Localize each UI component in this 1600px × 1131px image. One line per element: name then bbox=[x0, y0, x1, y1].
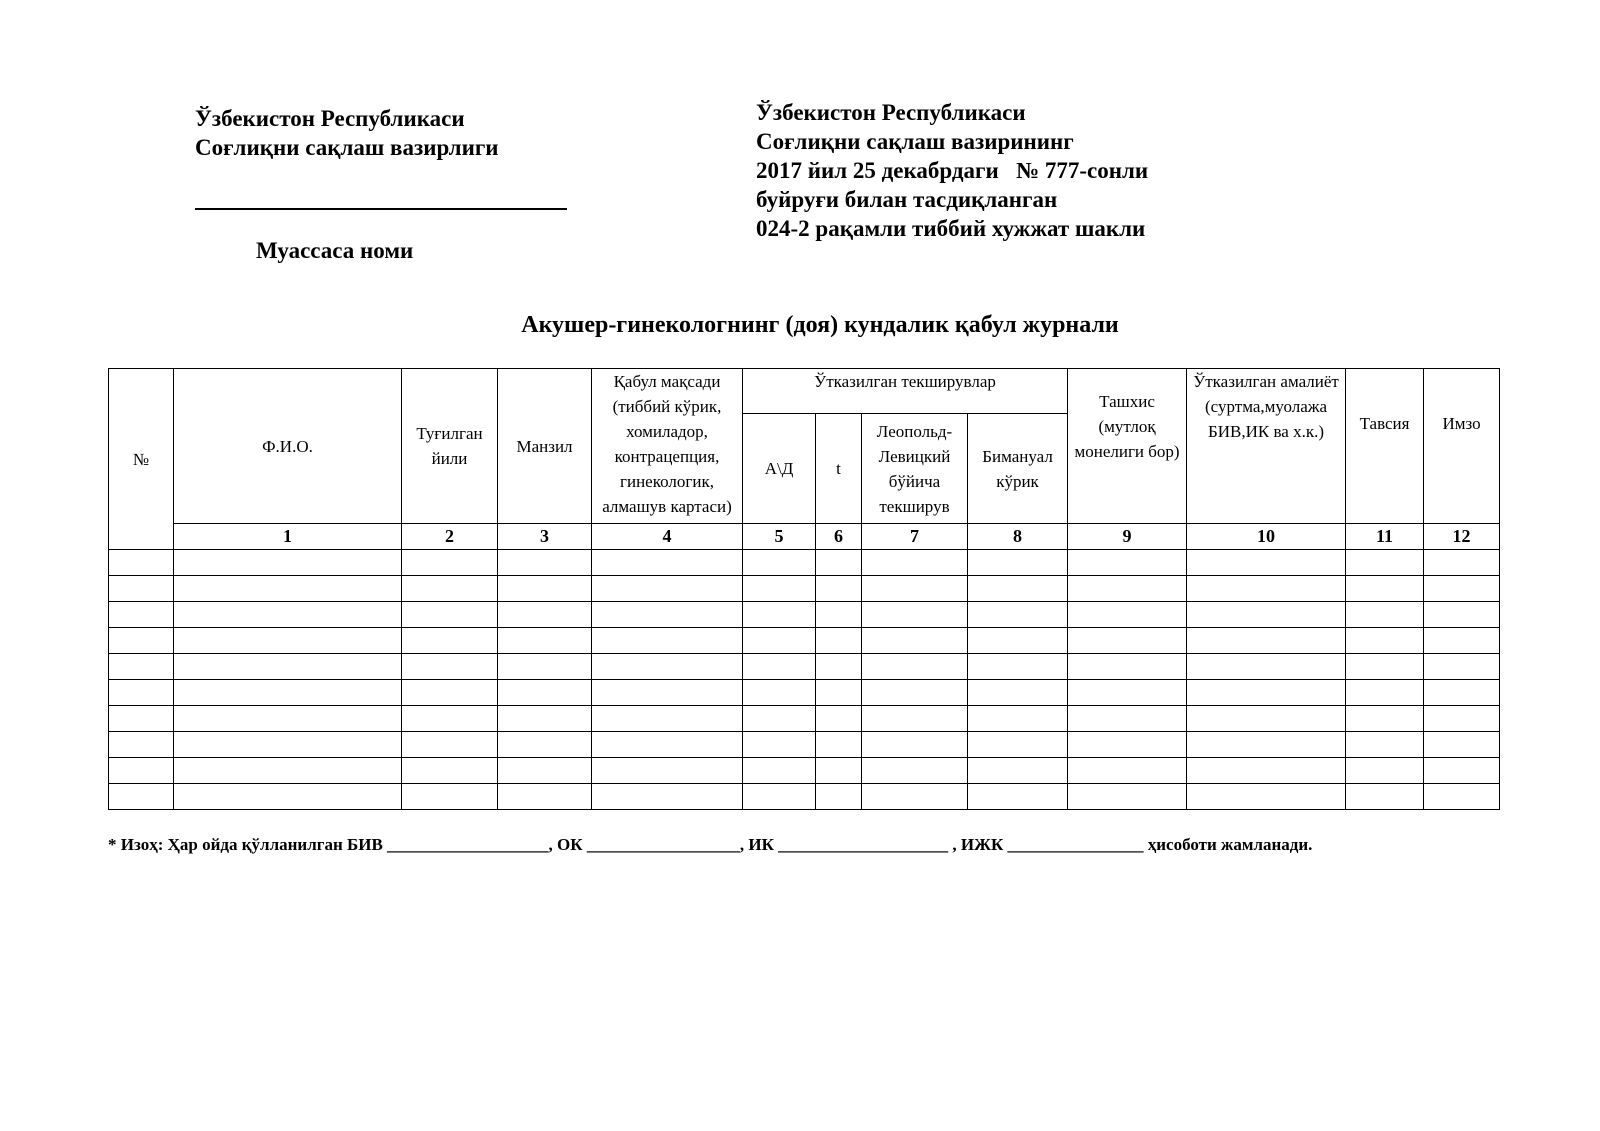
journal-entry-cell[interactable] bbox=[862, 758, 968, 784]
header-right-line-3: 2017 йил 25 декабрдаги № 777-сонли bbox=[756, 158, 1149, 183]
journal-entry-cell[interactable] bbox=[862, 680, 968, 706]
journal-entry-cell[interactable] bbox=[1187, 680, 1346, 706]
journal-entry-cell[interactable] bbox=[592, 628, 743, 654]
journal-entry-cell[interactable] bbox=[968, 732, 1068, 758]
journal-entry-row bbox=[109, 576, 1500, 602]
journal-entry-cell[interactable] bbox=[743, 784, 816, 810]
table-header-row-1 bbox=[109, 369, 1500, 414]
journal-entry-cell[interactable] bbox=[498, 732, 592, 758]
header-number: № bbox=[109, 369, 174, 550]
journal-entry-cell[interactable] bbox=[743, 602, 816, 628]
journal-entry-cell[interactable] bbox=[174, 628, 402, 654]
journal-entry-cell[interactable] bbox=[109, 576, 174, 602]
journal-entry-cell[interactable] bbox=[743, 550, 816, 576]
journal-entry-cell[interactable] bbox=[402, 732, 498, 758]
journal-entry-cell[interactable] bbox=[816, 602, 862, 628]
journal-entry-cell[interactable] bbox=[109, 550, 174, 576]
header-recommendation: Тавсия bbox=[1346, 369, 1424, 524]
journal-entry-cell[interactable] bbox=[498, 576, 592, 602]
journal-entry-cell[interactable] bbox=[109, 706, 174, 732]
journal-entry-cell[interactable] bbox=[862, 706, 968, 732]
journal-entry-cell[interactable] bbox=[498, 654, 592, 680]
journal-entry-cell[interactable] bbox=[402, 680, 498, 706]
journal-entry-cell[interactable] bbox=[109, 654, 174, 680]
journal-entry-cell[interactable] bbox=[1424, 680, 1500, 706]
journal-entry-cell[interactable] bbox=[1068, 602, 1187, 628]
journal-entry-cell[interactable] bbox=[1346, 758, 1424, 784]
journal-title: Акушер-гинекологнинг (доя) кундалик қабул журнали bbox=[521, 312, 1119, 338]
journal-entry-cell[interactable] bbox=[743, 628, 816, 654]
journal-entry-cell[interactable] bbox=[1346, 654, 1424, 680]
journal-entry-cell[interactable] bbox=[816, 628, 862, 654]
journal-entry-cell[interactable] bbox=[743, 732, 816, 758]
header-left-line-1: Ўзбекистон Республикаси bbox=[195, 106, 465, 131]
journal-entry-cell[interactable] bbox=[592, 680, 743, 706]
journal-entry-cell[interactable] bbox=[402, 550, 498, 576]
journal-entry-cell[interactable] bbox=[1187, 628, 1346, 654]
journal-entry-row bbox=[109, 732, 1500, 758]
column-number: 12 bbox=[1424, 524, 1500, 550]
header-birth-year: Туғилган йили bbox=[402, 369, 498, 524]
header-diagnosis: Ташхис (мутлоқ монелиги бор) bbox=[1068, 369, 1187, 524]
journal-entry-cell[interactable] bbox=[743, 706, 816, 732]
journal-entry-cell[interactable] bbox=[109, 628, 174, 654]
journal-entry-cell[interactable] bbox=[1068, 628, 1187, 654]
journal-entry-cell[interactable] bbox=[1068, 706, 1187, 732]
journal-entry-cell[interactable] bbox=[862, 550, 968, 576]
ministry-header-left bbox=[195, 104, 499, 162]
journal-entry-cell[interactable] bbox=[402, 784, 498, 810]
journal-entry-cell[interactable] bbox=[1346, 576, 1424, 602]
journal-entry-row bbox=[109, 758, 1500, 784]
header-right-line-2: Соғлиқни сақлаш вазирининг bbox=[756, 129, 1074, 154]
journal-entry-cell[interactable] bbox=[498, 758, 592, 784]
column-number: 9 bbox=[1068, 524, 1187, 550]
journal-entry-cell[interactable] bbox=[816, 784, 862, 810]
journal-entry-cell[interactable] bbox=[816, 654, 862, 680]
approval-header-right bbox=[756, 98, 1148, 243]
header-signature: Имзо bbox=[1424, 369, 1500, 524]
journal-entry-cell[interactable] bbox=[498, 628, 592, 654]
header-blood-pressure: А\Д bbox=[743, 414, 816, 524]
journal-entry-cell[interactable] bbox=[174, 550, 402, 576]
journal-entry-cell[interactable] bbox=[968, 576, 1068, 602]
journal-entry-cell[interactable] bbox=[1346, 602, 1424, 628]
column-number: 5 bbox=[743, 524, 816, 550]
journal-entry-cell[interactable] bbox=[174, 576, 402, 602]
journal-entry-cell[interactable] bbox=[1424, 550, 1500, 576]
journal-entry-cell[interactable] bbox=[1346, 732, 1424, 758]
journal-entry-cell[interactable] bbox=[402, 654, 498, 680]
journal-entry-row bbox=[109, 602, 1500, 628]
column-number: 7 bbox=[862, 524, 968, 550]
journal-entry-cell[interactable] bbox=[1187, 732, 1346, 758]
journal-entry-cell[interactable] bbox=[816, 680, 862, 706]
footnote: * Изоҳ: Ҳар ойда қўлланилган БИВ ___________________, ОК __________________, ИК ____________________ , ИЖК ________________ ҳисоботи жамланади. bbox=[108, 835, 1313, 854]
journal-entry-cell[interactable] bbox=[968, 758, 1068, 784]
journal-entry-cell[interactable] bbox=[592, 784, 743, 810]
journal-entry-cell[interactable] bbox=[1068, 654, 1187, 680]
journal-entry-cell[interactable] bbox=[498, 550, 592, 576]
header-purpose: Қабул мақсади (тиббий кўрик, хомиладор, контрацепция, гинекологик, алмашув картаси) bbox=[592, 369, 743, 524]
journal-entry-cell[interactable] bbox=[968, 602, 1068, 628]
journal-entry-row bbox=[109, 706, 1500, 732]
column-number: 3 bbox=[498, 524, 592, 550]
journal-entry-cell[interactable] bbox=[1346, 550, 1424, 576]
journal-entry-cell[interactable] bbox=[174, 602, 402, 628]
journal-entry-cell[interactable] bbox=[1424, 706, 1500, 732]
journal-entry-cell[interactable] bbox=[1424, 784, 1500, 810]
header-right-line-5: 024-2 рақамли тиббий хужжат шакли bbox=[756, 216, 1146, 241]
journal-entry-cell[interactable] bbox=[862, 784, 968, 810]
journal-entry-cell[interactable] bbox=[498, 784, 592, 810]
institution-name-label: Муассаса номи bbox=[256, 238, 414, 263]
column-number: 10 bbox=[1187, 524, 1346, 550]
journal-entry-cell[interactable] bbox=[592, 706, 743, 732]
column-number: 2 bbox=[402, 524, 498, 550]
journal-entry-cell[interactable] bbox=[862, 732, 968, 758]
journal-entry-row bbox=[109, 680, 1500, 706]
journal-entry-cell[interactable] bbox=[402, 706, 498, 732]
journal-entry-cell[interactable] bbox=[1346, 680, 1424, 706]
journal-entry-cell[interactable] bbox=[402, 758, 498, 784]
header-right-line-4: буйруғи билан тасдиқланган bbox=[756, 187, 1058, 212]
journal-entry-cell[interactable] bbox=[1068, 680, 1187, 706]
journal-entry-cell[interactable] bbox=[498, 602, 592, 628]
journal-entry-cell[interactable] bbox=[1187, 654, 1346, 680]
header-address: Манзил bbox=[498, 369, 592, 524]
journal-entry-cell[interactable] bbox=[592, 576, 743, 602]
journal-entry-cell[interactable] bbox=[1346, 628, 1424, 654]
journal-entry-cell[interactable] bbox=[1187, 602, 1346, 628]
journal-entry-cell[interactable] bbox=[592, 654, 743, 680]
journal-entry-cell[interactable] bbox=[109, 784, 174, 810]
journal-entry-cell[interactable] bbox=[402, 628, 498, 654]
journal-entry-cell[interactable] bbox=[1346, 784, 1424, 810]
journal-entry-cell[interactable] bbox=[592, 550, 743, 576]
journal-entry-cell[interactable] bbox=[109, 602, 174, 628]
journal-entry-cell[interactable] bbox=[1068, 732, 1187, 758]
journal-entry-cell[interactable] bbox=[592, 732, 743, 758]
header-bimanual-exam: Бимануал кўрик bbox=[968, 414, 1068, 524]
journal-entry-cell[interactable] bbox=[968, 628, 1068, 654]
journal-entry-row bbox=[109, 654, 1500, 680]
journal-entry-cell[interactable] bbox=[1068, 784, 1187, 810]
header-procedures: Ўтказилган амалиёт (суртма,муолажа БИВ,ИК ва х.к.) bbox=[1187, 369, 1346, 524]
journal-entry-cell[interactable] bbox=[592, 758, 743, 784]
journal-entry-cell[interactable] bbox=[1424, 732, 1500, 758]
journal-entry-row bbox=[109, 550, 1500, 576]
journal-entry-cell[interactable] bbox=[174, 758, 402, 784]
reception-journal-table bbox=[108, 368, 1500, 810]
journal-entry-cell[interactable] bbox=[968, 680, 1068, 706]
journal-entry-cell[interactable] bbox=[402, 602, 498, 628]
header-fio: Ф.И.О. bbox=[174, 369, 402, 524]
header-temperature: t bbox=[816, 414, 862, 524]
header-right-line-1: Ўзбекистон Республикаси bbox=[756, 100, 1026, 125]
journal-entry-cell[interactable] bbox=[968, 784, 1068, 810]
journal-entry-cell[interactable] bbox=[174, 680, 402, 706]
journal-entry-cell[interactable] bbox=[968, 706, 1068, 732]
journal-entry-cell[interactable] bbox=[1187, 758, 1346, 784]
journal-entry-cell[interactable] bbox=[109, 732, 174, 758]
journal-entry-cell[interactable] bbox=[498, 680, 592, 706]
journal-entry-cell[interactable] bbox=[174, 654, 402, 680]
journal-entry-cell[interactable] bbox=[109, 758, 174, 784]
column-number: 4 bbox=[592, 524, 743, 550]
journal-entry-cell[interactable] bbox=[743, 654, 816, 680]
journal-entry-cell[interactable] bbox=[1346, 706, 1424, 732]
journal-entry-cell[interactable] bbox=[109, 680, 174, 706]
journal-entry-cell[interactable] bbox=[1068, 576, 1187, 602]
column-number: 8 bbox=[968, 524, 1068, 550]
column-number: 1 bbox=[174, 524, 402, 550]
journal-entry-cell[interactable] bbox=[816, 550, 862, 576]
header-left-line-2: Соғлиқни сақлаш вазирлиги bbox=[195, 135, 499, 160]
journal-entry-cell[interactable] bbox=[816, 706, 862, 732]
header-exams-group: Ўтказилган текширувлар bbox=[743, 369, 1068, 414]
journal-entry-cell[interactable] bbox=[402, 576, 498, 602]
journal-entry-cell[interactable] bbox=[498, 706, 592, 732]
journal-entry-cell[interactable] bbox=[174, 732, 402, 758]
table-column-numbers-row bbox=[109, 524, 1500, 550]
journal-entry-cell[interactable] bbox=[1187, 550, 1346, 576]
journal-entry-cell[interactable] bbox=[174, 706, 402, 732]
journal-entry-cell[interactable] bbox=[1187, 784, 1346, 810]
journal-entry-cell[interactable] bbox=[968, 550, 1068, 576]
header-leopold-exam: Леопольд-Левицкий бўйича текширув bbox=[862, 414, 968, 524]
journal-entry-cell[interactable] bbox=[1187, 576, 1346, 602]
journal-entry-cell[interactable] bbox=[1068, 758, 1187, 784]
journal-entry-row bbox=[109, 784, 1500, 810]
column-number: 6 bbox=[816, 524, 862, 550]
journal-entry-cell[interactable] bbox=[968, 654, 1068, 680]
journal-entry-cell[interactable] bbox=[862, 654, 968, 680]
journal-entry-row bbox=[109, 628, 1500, 654]
journal-entry-cell[interactable] bbox=[743, 680, 816, 706]
journal-entry-cell[interactable] bbox=[862, 576, 968, 602]
journal-entry-cell[interactable] bbox=[1424, 654, 1500, 680]
journal-entry-cell[interactable] bbox=[1068, 550, 1187, 576]
journal-entry-cell[interactable] bbox=[1187, 706, 1346, 732]
journal-entry-cell[interactable] bbox=[592, 602, 743, 628]
journal-entry-cell[interactable] bbox=[816, 732, 862, 758]
column-number: 11 bbox=[1346, 524, 1424, 550]
journal-entry-cell[interactable] bbox=[743, 576, 816, 602]
journal-entry-cell[interactable] bbox=[1424, 628, 1500, 654]
journal-entry-cell[interactable] bbox=[1424, 576, 1500, 602]
journal-entry-cell[interactable] bbox=[1424, 758, 1500, 784]
journal-entry-cell[interactable] bbox=[743, 758, 816, 784]
journal-entry-cell[interactable] bbox=[862, 602, 968, 628]
institution-name-line bbox=[195, 208, 567, 210]
journal-entry-cell[interactable] bbox=[1424, 602, 1500, 628]
journal-entry-cell[interactable] bbox=[174, 784, 402, 810]
journal-entry-cell[interactable] bbox=[816, 758, 862, 784]
journal-entry-cell[interactable] bbox=[816, 576, 862, 602]
journal-entry-cell[interactable] bbox=[862, 628, 968, 654]
